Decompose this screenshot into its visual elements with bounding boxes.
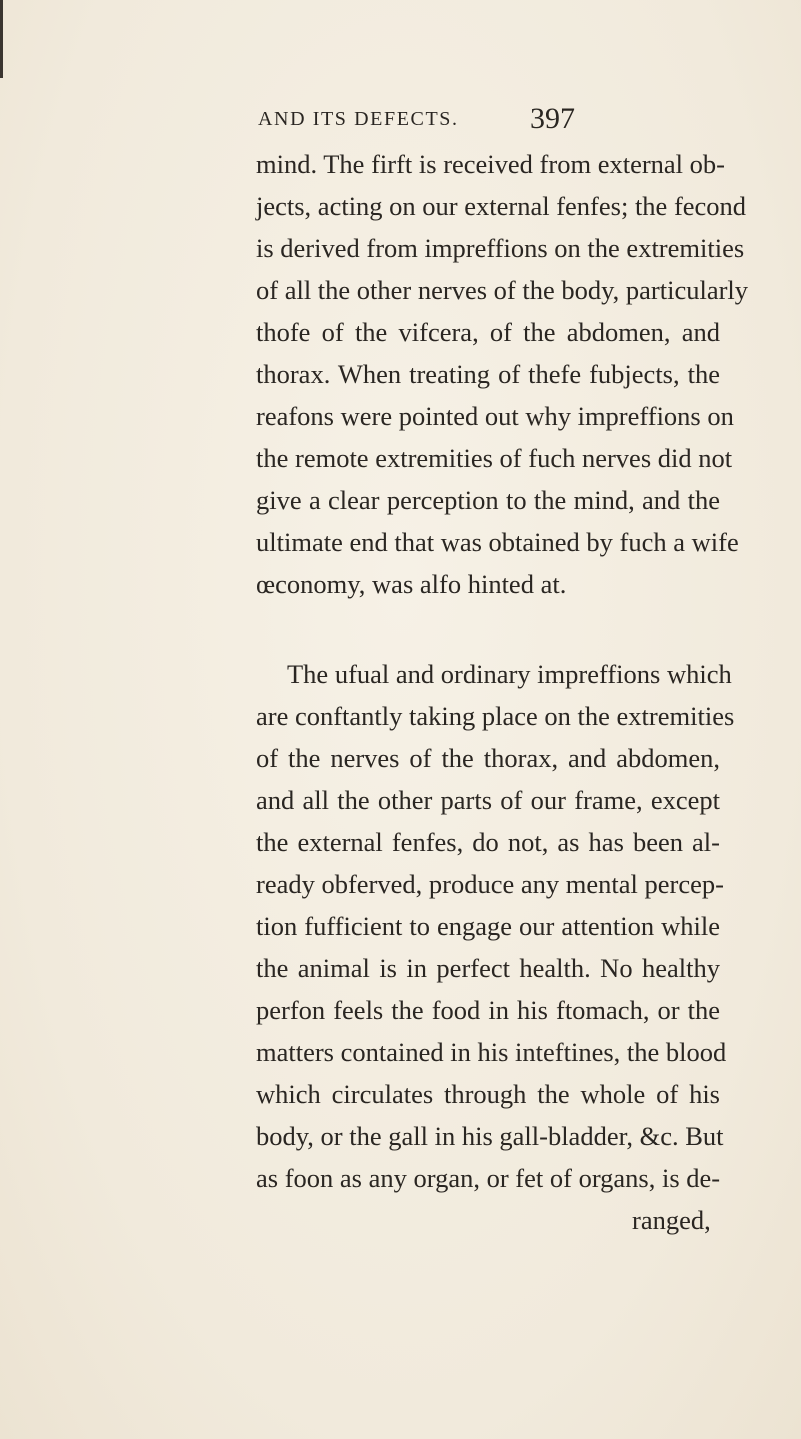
text-line: give a clear perception to the mind, and the (256, 485, 720, 515)
text-line: is derived from impreffions on the extremities (256, 233, 745, 263)
text-line: ready obferved, produce any mental percep- (256, 869, 724, 899)
page-edge-rule (0, 0, 3, 78)
text-line: reafons were pointed out why impreffions on (256, 401, 734, 431)
text-line: matters contained in his inteftines, the blood (256, 1037, 727, 1067)
text-line: perfon feels the food in his ftomach, or the (256, 995, 720, 1025)
page-header (0, 102, 801, 142)
text-line: thofe of the vifcera, of the abdomen, and (256, 317, 720, 347)
text-line: tion fufficient to engage our attention while (256, 911, 720, 941)
text-line: and all the other parts of our frame, except (256, 785, 720, 815)
text-line: jects, acting on our external fenfes; the fecond (256, 191, 747, 221)
text-line: mind. The firft is received from external ob- (256, 149, 725, 179)
text-line: thorax. When treating of thefe fubjects, the (256, 359, 720, 389)
text-line: the animal is in perfect health. No healthy (256, 953, 720, 983)
text-line: ultimate end that was obtained by fuch a wife (256, 527, 739, 557)
page-number: 397 (530, 102, 575, 135)
text-line: which circulates through the whole of his (256, 1079, 720, 1109)
text-line: of the nerves of the thorax, and abdomen, (256, 743, 720, 773)
text-line-indent: The ufual and ordinary impreffions which (287, 659, 732, 689)
text-line-last: œconomy, was alfo hinted at. (256, 569, 567, 599)
text-line: body, or the gall in his gall-bladder, &c. But (256, 1121, 724, 1151)
catchword: ranged, (632, 1205, 711, 1235)
text-line: are conftantly taking place on the extremities (256, 701, 735, 731)
text-line: of all the other nerves of the body, particularly (256, 275, 749, 305)
running-head: AND ITS DEFECTS. (258, 108, 459, 130)
text-line: the external fenfes, do not, as has been al- (256, 827, 720, 857)
text-line: as foon as any organ, or fet of organs, is de- (256, 1163, 721, 1193)
text-line: the remote extremities of fuch nerves did not (256, 443, 733, 473)
catchword-line (0, 1199, 801, 1241)
